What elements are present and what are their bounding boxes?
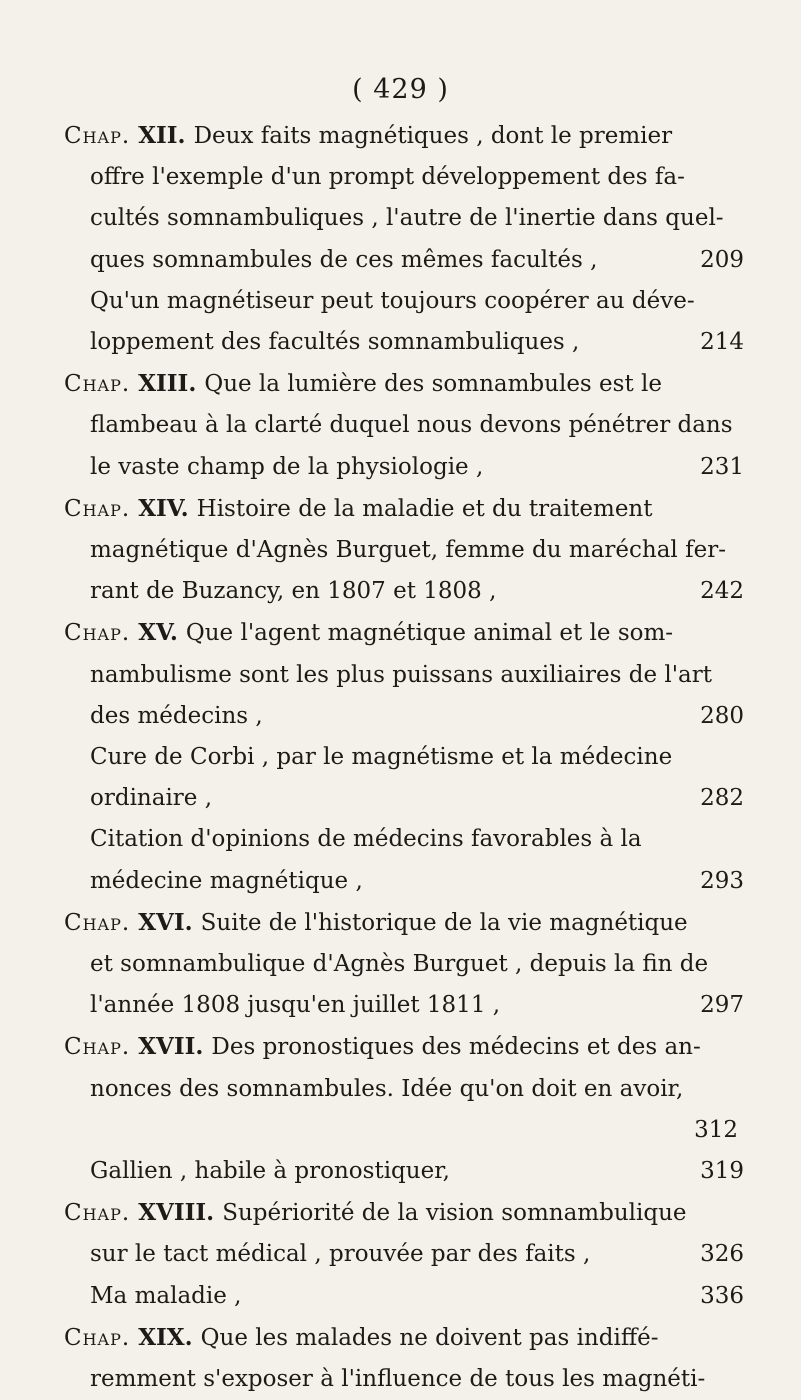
toc-line [64,778,744,819]
page-reference: 293 [700,867,744,894]
page-reference: 209 [700,246,744,273]
chapter-label: Chap. [64,495,131,522]
toc-line [64,240,744,281]
toc-line [64,322,744,363]
toc-line [64,571,744,612]
toc-subentry [64,1151,744,1192]
toc-text: ordinaire , [90,785,213,812]
toc-line [64,1151,744,1192]
toc-subentry [64,737,744,819]
page-reference: 242 [700,578,744,605]
toc-text: Que les malades ne doivent pas indiffé- [200,1324,659,1351]
toc-text: offre l'exemple d'un prompt développement des fa- [90,164,685,191]
page-reference: 231 [700,453,744,480]
toc-text: sur le tact médical , prouvée par des faits , [90,1241,591,1268]
chapter-number: XVI. [130,908,201,936]
toc-text: Supériorité de la vision somnambulique [222,1200,687,1227]
toc-line [64,281,744,322]
toc-subentry [64,819,744,901]
chapter-label: Chap. [64,1034,131,1061]
toc-text: nambulisme sont les plus puissans auxiliaires de l'art [90,661,712,688]
toc-line [64,1317,744,1359]
toc-text: ques somnambules de ces mêmes facultés , [90,246,598,273]
toc-line [64,737,744,778]
toc-line [64,902,744,944]
toc-line [64,944,744,985]
toc-text: rant de Buzancy, en 1807 et 1808 , [90,578,497,605]
toc-subentry [64,281,744,363]
chapter-number: XII. [130,122,194,149]
toc-text: Des pronostiques des médecins et des an- [211,1034,701,1061]
toc-text: Gallien , habile à pronostiquer, [90,1158,450,1185]
toc-text: médecine magnétique , [90,867,363,894]
toc-line [64,1192,744,1234]
toc-line [64,612,744,654]
toc-chapter-entry [64,1317,744,1400]
toc-line [64,1026,744,1068]
chapter-label: Chap. [64,1200,131,1227]
toc-text: Suite de l'historique de la vie magnétique [200,909,688,936]
toc-text: des médecins , [90,702,263,729]
toc-line [64,1276,744,1317]
chapter-number: XV. [130,619,186,647]
toc-line [64,198,744,239]
chapter-label: Chap. [64,620,131,647]
toc-line [64,405,744,446]
toc-chapter-entry [64,115,744,281]
toc-text: Ma maladie , [90,1282,242,1309]
toc-chapter-entry [64,612,744,737]
page-reference: 214 [700,329,744,356]
page-reference: 336 [700,1282,744,1309]
toc-text: Deux faits magnétiques , dont le premier [193,123,673,149]
toc-line [64,488,744,530]
chapter-number: XIII. [130,370,205,398]
table-of-contents [64,115,744,1400]
toc-text: Histoire de la maladie et du traitement [196,495,653,522]
toc-line [64,985,744,1026]
toc-text: le vaste champ de la physiologie , [90,453,484,480]
chapter-label: Chap. [64,1324,131,1351]
toc-text: loppement des facultés somnambuliques , [90,329,580,356]
toc-text: Cure de Corbi , par le magnétisme et la médecine [90,744,673,771]
toc-line [64,447,744,488]
toc-text: Citation d'opinions de médecins favorables à la [90,826,642,853]
toc-chapter-entry [64,1192,744,1275]
toc-text: Qu'un magnétiseur peut toujours coopérer au déve- [90,287,695,314]
toc-text: l'année 1808 jusqu'en juillet 1811 , [90,992,501,1019]
toc-chapter-entry [64,1026,744,1151]
page-number: ( 429 ) [352,74,449,105]
toc-line [64,1359,744,1400]
toc-text: et somnambulique d'Agnès Burguet , depuis la fin de [90,951,709,978]
toc-text: cultés somnambuliques , l'autre de l'inertie dans quel- [90,205,724,232]
toc-line [64,861,744,902]
page-reference: 282 [700,785,744,812]
toc-text: Que la lumière des somnambules est le [204,371,662,398]
chapter-number: XIV. [130,494,197,522]
chapter-label: Chap. [64,371,131,398]
toc-text: flambeau à la clarté duquel nous devons pénétrer dans [90,412,733,439]
page-reference: 312 [694,1116,738,1143]
page-reference: 319 [700,1158,744,1185]
toc-text: Que l'agent magnétique animal et le som- [185,620,674,647]
toc-line [64,1069,744,1110]
toc-chapter-entry [64,363,744,488]
toc-line [64,655,744,696]
chapter-number: XVII. [130,1033,212,1061]
chapter-label: Chap. [64,123,131,149]
toc-line [64,115,744,157]
page-reference: 280 [700,702,744,729]
toc-subentry [64,1276,744,1317]
chapter-number: XIX. [130,1323,201,1351]
chapter-number: XVIII. [130,1199,223,1227]
toc-line [64,157,744,198]
toc-text: remment s'exposer à l'influence de tous les magnéti- [90,1366,706,1393]
toc-line [64,696,744,737]
toc-line [64,363,744,405]
toc-text: magnétique d'Agnès Burguet, femme du maréchal fer- [90,537,726,564]
chapter-label: Chap. [64,909,131,936]
toc-line [64,819,744,860]
toc-line [64,530,744,571]
page-reference: 297 [700,992,744,1019]
page-reference: 326 [700,1241,744,1268]
toc-chapter-entry [64,488,744,613]
toc-chapter-entry [64,902,744,1027]
toc-text: nonces des somnambules. Idée qu'on doit en avoir, [90,1075,684,1102]
toc-line [64,1234,744,1275]
